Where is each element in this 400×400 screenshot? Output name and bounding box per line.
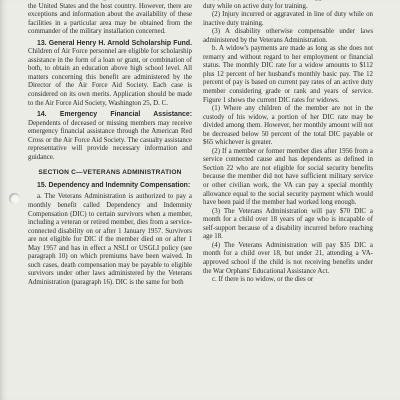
- section-14-heading: 14. Emergency Financial Assistance:: [37, 111, 192, 119]
- section-13: [28, 40, 192, 108]
- section-c-title: SECTION C—VETERANS ADMINISTRATION: [38, 169, 182, 177]
- item-b4: (4) The Veterans Administration will pay $35 DIC a month for a child over 18, but under 21, attending a VA-approved school if the child is not receiving benefits under the War Orphans' Educational Assistance Act.: [203, 241, 373, 275]
- section-13-body: Children of Air Force personnel are eligible for scholarship assistance in the form of a loan or grant, or combination of both, to obtain an education above high school level. All matters concerning this benefit are administered by the Director of the Air Force Aid Society. Each case is considered on its own merits. Application should be made to the Air Force Aid Society, Washington 25, D. C.: [28, 48, 192, 107]
- paragraph-c: c. If there is no widow, or the dies or: [212, 276, 314, 284]
- section-14: [28, 111, 192, 162]
- left-column: [28, 0, 192, 288]
- paragraph-continued: the United States and the host country. However, there are exceptions and information about the availability of these facilities in a particular area may be obtained from the commander of the military installation concerned.: [28, 2, 192, 36]
- right-column: [203, 0, 373, 285]
- item-b3: (3) The Veterans Administration will pay $70 DIC a month for a child over 18 years of age who is incapable of self-support because of a disability incurred before reaching age 18.: [203, 207, 373, 241]
- binder-hole: [9, 193, 20, 204]
- section-15-heading: 15. Dependency and Indemnity Compensation:: [37, 181, 191, 189]
- section-15-a: a. The Veterans Administration is authorized to pay a monthly benefit called Dependency and Indemnity Compensation (DIC) to certain survivors when a member, including a veteran or retired member, dies from a service-connected disability on or after 1 January 1957. Survivors are not eligible for DIC if the member died on or after 1 May 1957 and has in effect a NSLI or USGLI policy (see paragraph 10) on which premiums have been waived. In such cases, death compensation may be payable to eligible survivors under other laws administered by the Veterans Administration (paragraph 16). DIC is the same for both: [28, 193, 192, 286]
- section-14-body: Dependents of deceased or missing members may receive emergency financial assistance through the American Red Cross or the Air Force Aid Society. The casualty assistance representative will provide necessary information and guidance.: [28, 119, 192, 161]
- item-b1: (1) Where any children of the member are not in the custody of his widow, a portion of her DIC rate may be divided among them. However, her monthly amount will not be decreased below 50 percent of the total DIC payable or $65 whichever is greater.: [203, 105, 373, 147]
- section-13-heading: 13. General Henry H. Arnold Scholarship Fund.: [37, 39, 192, 47]
- paragraph-b: b. A widow's payments are made as long as she does not remarry and without regard to her employment or financial status. The monthly DIC rate for a widow amounts to $112 plus 12 percent of her husband's monthly basic pay. The 12 percent of pay is based on current pay rates of an active duty member considering grade or rank and years of service. Figure 1 shows the current DIC rates for widows.: [203, 45, 373, 104]
- item-1: duty while on active duty for training.: [203, 2, 308, 10]
- item-3: (3) A disability otherwise compensable under laws administered by the Veterans Administration.: [203, 28, 373, 44]
- item-2: (2) Injury incurred or aggravated in line of duty while on inactive duty training.: [203, 11, 373, 27]
- item-b2: (2) If a member or former member dies after 1956 from a service connected cause and has dependents as defined in Section 22 who are not eligible for social security benefits because the member did not have sufficient military service or other civilian work, the VA can pay a special monthly allowance equal to the social security payment which would have been paid if the member had worked long enough.: [203, 147, 373, 207]
- section-15: [28, 182, 192, 191]
